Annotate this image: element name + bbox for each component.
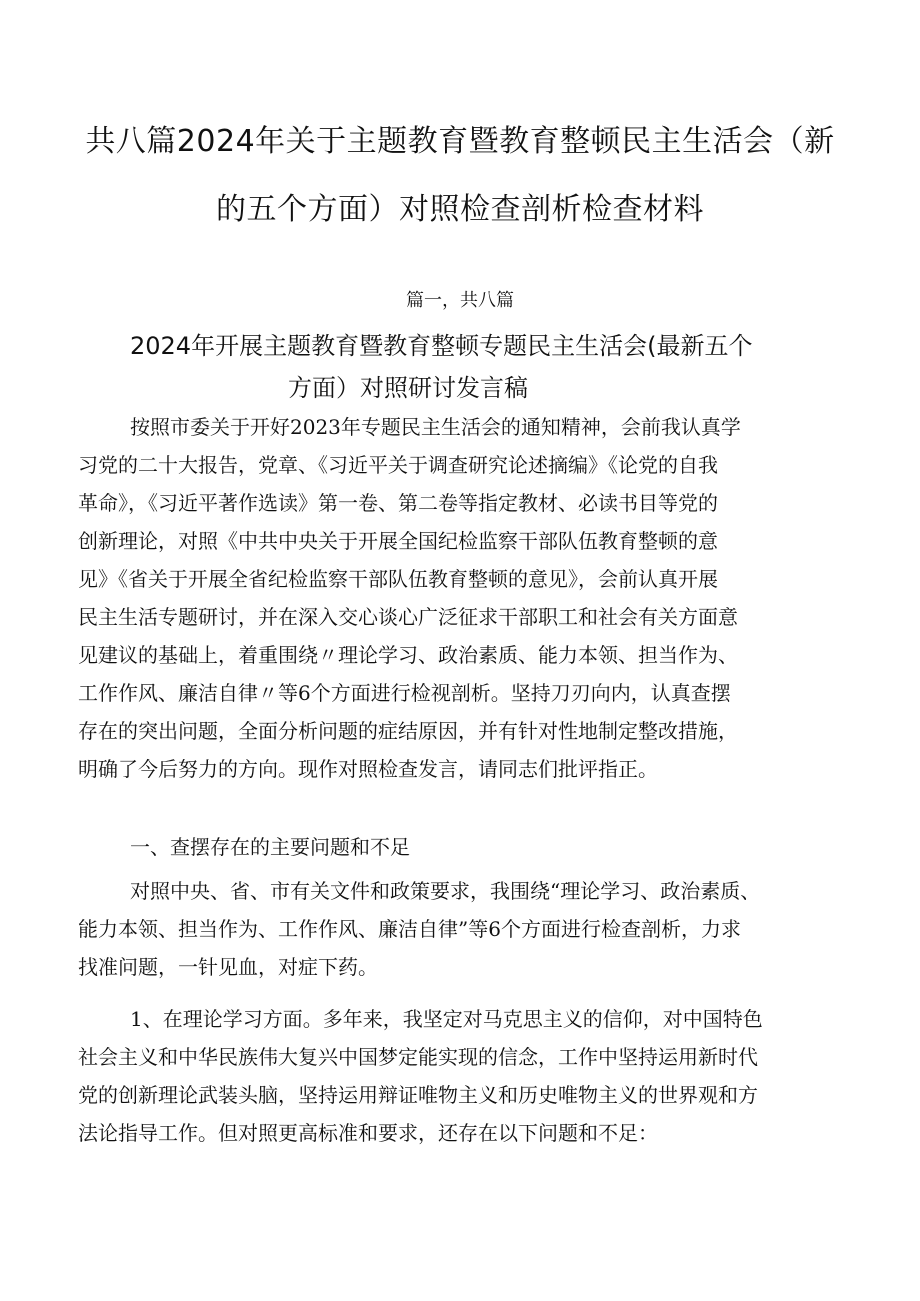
paragraph-line: 对照中央、省、市有关文件和政策要求，我围绕“理论学习、政治素质、: [130, 879, 761, 903]
paragraph-line: 党的创新理论武装头脑，坚持运用辩证唯物主义和历史唯物主义的世界观和方: [78, 1083, 758, 1107]
paragraph-line: 革命》，《习近平著作选读》第一卷、第二卷等指定教材、必读书目等党的: [78, 491, 718, 515]
paragraph-line: 存在的突出问题，全面分析问题的症结原因，并有针对性地制定整改措施，: [78, 719, 738, 743]
paragraph-line: 社会主义和中华民族伟大复兴中国梦定能实现的信念，工作中坚持运用新时代: [78, 1045, 758, 1069]
paragraph-line: 民主生活专题研讨，并在深入交心谈心广泛征求干部职工和社会有关方面意: [78, 605, 738, 629]
paragraph-line: 见建议的基础上，着重围绕〃理论学习、政治素质、能力本领、担当作为、: [78, 643, 738, 667]
subtitle-line-1: 2024年开展主题教育暨教育整顿专题民主生活会(最新五个: [130, 332, 753, 360]
paragraph-line: 法论指导工作。但对照更高标准和要求，还存在以下问题和不足：: [78, 1121, 658, 1145]
paragraph-line: 习党的二十大报告，党章、《习近平关于调查研究论述摘编》《论党的自我: [78, 453, 718, 477]
paragraph-theory-study: [78, 1000, 878, 1152]
paragraph-line: 能力本领、担当作为、工作作风、廉洁自律”等6个方面进行检查剖析，力求: [78, 917, 741, 941]
section-label: 篇一，共八篇: [406, 290, 514, 311]
paragraph-scope: [78, 872, 878, 986]
paragraph-line: 工作作风、廉洁自律〃等6个方面进行检视剖析。坚持刀刃向内，认真查摆: [78, 681, 731, 705]
paragraph-line: 明确了今后努力的方向。现作对照检查发言，请同志们批评指正。: [78, 757, 658, 781]
paragraph-line: 1、在理论学习方面。多年来，我坚定对马克思主义的信仰，对中国特色: [130, 1007, 763, 1031]
document-title-line-2: 的五个方面）对照检查剖析检查材料: [216, 192, 704, 227]
paragraph-line: 创新理论，对照《中共中央关于开展全国纪检监察干部队伍教育整顿的意: [78, 529, 718, 553]
paragraph-line: 找准问题，一针见血，对症下药。: [78, 955, 378, 979]
paragraph-line: 按照市委关于开好2023年专题民主生活会的通知精神，会前我认真学: [130, 415, 741, 439]
section-heading: [78, 828, 878, 866]
paragraph-line: 见》《省关于开展全省纪检监察干部队伍教育整顿的意见》，会前认真开展: [78, 567, 718, 591]
section-heading-text: 一、查摆存在的主要问题和不足: [130, 835, 410, 859]
document-title-line-1: 共八篇2024年关于主题教育暨教育整顿民主生活会（新: [85, 124, 835, 159]
paragraph-intro: [78, 408, 878, 788]
subtitle-line-2: 方面）对照研讨发言稿: [288, 374, 528, 402]
